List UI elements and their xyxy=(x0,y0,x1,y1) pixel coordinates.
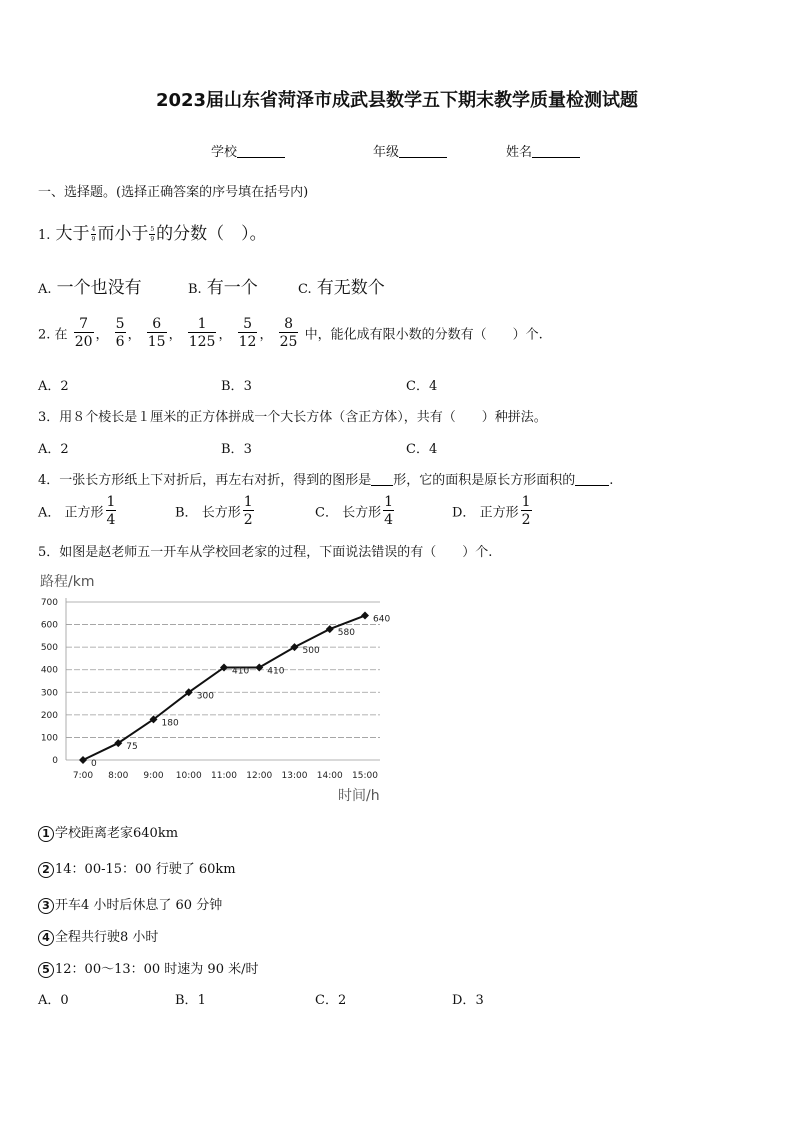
chart-point xyxy=(291,643,299,651)
question-1 xyxy=(38,219,267,244)
q1-option-a: A. 一个也没有 xyxy=(38,278,142,298)
chart-y-tick-label: 0 xyxy=(52,756,58,766)
chart-x-tick-label: 13:00 xyxy=(281,771,308,781)
chart-x-tick-label: 14:00 xyxy=(316,771,343,781)
chart-data-labels xyxy=(91,615,390,769)
chart-data-label: 410 xyxy=(267,666,285,677)
q2-option-c: C．4 xyxy=(406,379,438,394)
school-blank[interactable] xyxy=(237,145,285,158)
q3-option-b: B．3 xyxy=(221,442,252,457)
q5-option-b: B．1 xyxy=(175,993,206,1008)
chart-y-tick-label: 200 xyxy=(40,710,58,721)
chart-point xyxy=(79,756,87,764)
statement-4: 4 全程共行驶8 小时 xyxy=(38,926,158,946)
chart-data-label: 0 xyxy=(91,759,97,769)
q4-option-a: A． 正方形 $\frac{1}{4}$ xyxy=(38,494,116,528)
q4-option-b: B． 长方形 $\frac{1}{2}$ xyxy=(175,494,253,528)
q2-option-a: A．2 xyxy=(38,379,69,394)
chart-grid xyxy=(66,598,380,760)
q1-fraction-1: $\frac{4}{9}$ xyxy=(91,225,96,243)
chart-series-line xyxy=(83,616,365,760)
grade-label: 年级 xyxy=(373,145,400,160)
section-heading: 一、选择题。(选择正确答案的序号填在括号内) xyxy=(38,185,309,200)
chart-x-tick-label: 8:00 xyxy=(108,771,129,781)
q4-blank-ratio[interactable] xyxy=(575,485,609,486)
question-4: 4．一张长方形纸上下对折后，再左右对折，得到的图形是 形，它的面积是原长方形面积的 . xyxy=(38,473,614,488)
chart-y-tick-label: 100 xyxy=(40,733,58,744)
grade-field xyxy=(373,141,447,160)
question-3: 3．用８个棱长是１厘米的正方体拼成一个大长方体（含正方体），共有（ ）种拼法。 xyxy=(38,410,547,425)
q4-blank-shape[interactable] xyxy=(371,485,393,486)
chart-data-label: 500 xyxy=(302,646,320,657)
name-label: 姓名 xyxy=(506,145,533,160)
chart-xlabel: 时间/h xyxy=(338,788,380,804)
chart-data-label: 180 xyxy=(161,718,179,729)
question-5: 5．如图是赵老师五一开车从学校回老家的过程，下面说法错误的有（ ）个. xyxy=(38,545,493,560)
q2-fraction: $\frac{5}{12}$ xyxy=(238,316,257,350)
q2-option-b: B．3 xyxy=(221,379,252,394)
q5-option-d: D．3 xyxy=(452,993,484,1008)
q5-option-c: C．2 xyxy=(315,993,347,1008)
distance-time-chart xyxy=(30,566,410,806)
statement-5: 5 12：00～13：00 时速为 90 米/时 xyxy=(38,958,259,978)
chart-point xyxy=(255,663,263,671)
q1-text-b: 而小于 xyxy=(97,224,149,244)
grade-blank[interactable] xyxy=(399,145,447,158)
q2-fraction: $\frac{1}{125}$ xyxy=(188,316,216,350)
chart-data-label: 580 xyxy=(337,628,355,639)
q3-option-c: C．4 xyxy=(406,442,438,457)
chart-x-tick-label: 12:00 xyxy=(246,771,273,781)
name-blank[interactable] xyxy=(532,145,580,158)
page-title: 2023届山东省菏泽市成武县数学五下期末教学质量检测试题 xyxy=(155,90,639,111)
chart-data-label: 300 xyxy=(196,691,214,702)
q2-fraction: $\frac{6}{15}$ xyxy=(147,316,166,350)
q2-fraction: $\frac{7}{20}$ xyxy=(74,316,93,350)
chart-x-tick-label: 15:00 xyxy=(352,771,378,781)
statement-2: 2 14：00-15：00 行驶了 60km xyxy=(38,858,236,878)
q5-option-a: A．0 xyxy=(38,993,69,1008)
chart-data-label: 410 xyxy=(232,666,250,677)
q2-prefix: 2. 在 xyxy=(38,327,68,343)
q4-option-c: C． 长方形 $\frac{1}{4}$ xyxy=(315,494,394,528)
chart-ylabel: 路程/km xyxy=(40,574,95,590)
q1-text-c: 的分数（ ）。 xyxy=(156,224,267,244)
q4-option-d: D． 正方形 $\frac{1}{2}$ xyxy=(452,494,531,528)
q3-option-a: A．2 xyxy=(38,442,69,457)
chart-x-tick-label: 10:00 xyxy=(175,771,202,781)
chart-data-label: 640 xyxy=(373,614,391,625)
chart-y-tick-label: 400 xyxy=(40,665,58,676)
name-field xyxy=(506,141,580,160)
q1-number: 1. xyxy=(38,228,51,243)
q2-fraction: $\frac{5}{6}$ xyxy=(115,316,125,350)
statement-3: 3 开车4 小时后休息了 60 分钟 xyxy=(38,894,222,914)
chart-y-tick-label: 500 xyxy=(40,643,58,654)
chart-y-tick-label: 700 xyxy=(40,598,58,608)
chart-data-label: 75 xyxy=(126,742,138,753)
q2-suffix: 中，能化成有限小数的分数有（ ）个. xyxy=(304,327,543,343)
school-label: 学校 xyxy=(211,145,238,160)
chart-x-tick-label: 11:00 xyxy=(211,771,237,781)
chart-point xyxy=(326,625,334,633)
q1-text-a: 大于 xyxy=(55,224,90,244)
q1-option-b: B. 有一个 xyxy=(188,278,258,298)
chart-x-ticks xyxy=(73,771,378,781)
chart-x-tick-label: 9:00 xyxy=(143,771,164,781)
chart-point xyxy=(361,612,369,620)
statement-1: 1 学校距离老家640km xyxy=(38,822,178,842)
question-2: 2. 在 $\frac{7}{20}$ ， $\frac{5}{6}$ ， $\frac{6}{15}$ ， $\frac{1}{125}$ ， $\frac{5}{12}$ ， $\frac{8}{25}$ 中，能化成有限小数的分数有（ ）个. xyxy=(38,316,543,350)
chart-x-tick-label: 7:00 xyxy=(72,771,94,781)
q1-option-c: C. 有无数个 xyxy=(298,278,385,298)
q1-fraction-2: $\frac{5}{9}$ xyxy=(150,225,155,243)
chart-y-tick-label: 300 xyxy=(40,688,58,699)
school-field xyxy=(211,141,285,160)
chart-y-ticks xyxy=(41,598,58,766)
chart-y-tick-label: 600 xyxy=(40,620,58,631)
q2-fraction: $\frac{8}{25}$ xyxy=(279,316,298,350)
